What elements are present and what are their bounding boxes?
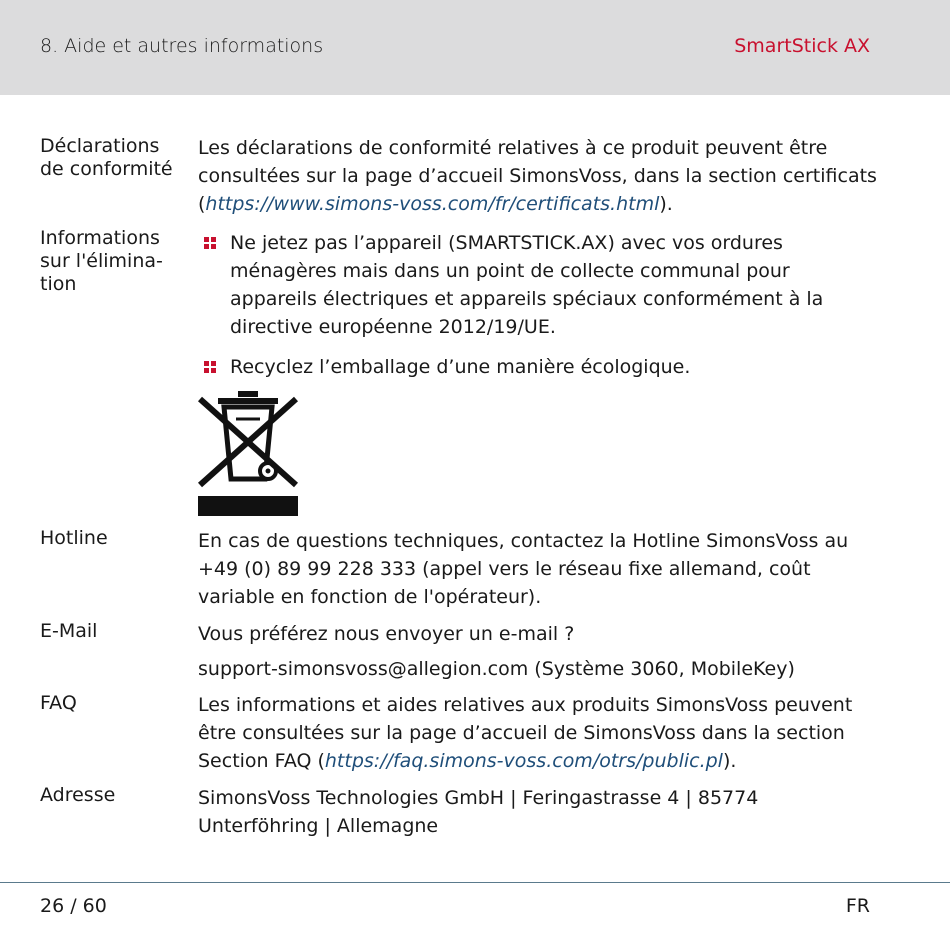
address-text: SimonsVoss Technologies GmbH | Feringastrasse 4 | 85774 Unterföhring | Allemagne (198, 787, 759, 837)
conformity-text: Les déclarations de conformité relatives à ce produit peuvent être consultées sur la page d’accueil SimonsVoss, dans la section certificats (https://www.simons-voss.com/fr/certificats.html). (198, 137, 877, 215)
email-label: E-Mail (40, 620, 98, 642)
list-item: Recyclez l’emballage d’une manière écologique. (198, 353, 878, 381)
email-address[interactable]: support-simonsvoss@allegion.com (Système 3060, MobileKey) (198, 658, 795, 680)
language-code: FR (845, 895, 870, 917)
product-name: SmartStick AX (734, 35, 870, 57)
page-header (0, 0, 950, 95)
red-square-bullet-icon (204, 237, 216, 249)
list-item: Ne jetez pas l’appareil (SMARTSTICK.AX) avec vos ordures ménagères mais dans un point de collecte communal pour appareils électriques et appareils spéciaux conformément à la directive européenne 2012/19/UE. (198, 229, 878, 341)
email-intro: Vous préférez nous envoyer un e-mail ? (198, 623, 575, 645)
faq-label: FAQ (40, 692, 77, 714)
certificates-link[interactable]: https://www.simons-voss.com/fr/certificats.html (205, 193, 660, 215)
hotline-label: Hotline (40, 527, 108, 549)
faq-link[interactable]: https://faq.simons-voss.com/otrs/public.pl (324, 750, 723, 772)
red-square-bullet-icon (204, 361, 216, 373)
chapter-title: 8. Aide et autres informations (40, 35, 324, 57)
hotline-text: En cas de questions techniques, contactez la Hotline SimonsVoss au +49 (0) 89 99 228 333 (appel vers le réseau fixe allemand, coût variable en fonction de l'opérateur). (198, 530, 849, 608)
faq-text: Les informations et aides relatives aux produits SimonsVoss peuvent être consultées sur la page d’accueil de SimonsVoss dans la section Section FAQ (https://faq.simons-voss.com/otrs/public.pl). (198, 694, 853, 772)
crossed-out-wheelie-bin-icon (198, 389, 298, 517)
footer-divider (0, 882, 950, 883)
disposal-label: Informations sur l'élimination (40, 227, 163, 295)
address-label: Adresse (40, 784, 116, 806)
conformity-label: Déclarations de conformité (40, 135, 173, 180)
disposal-list (198, 229, 878, 393)
page-number: 26 / 60 (40, 895, 107, 917)
